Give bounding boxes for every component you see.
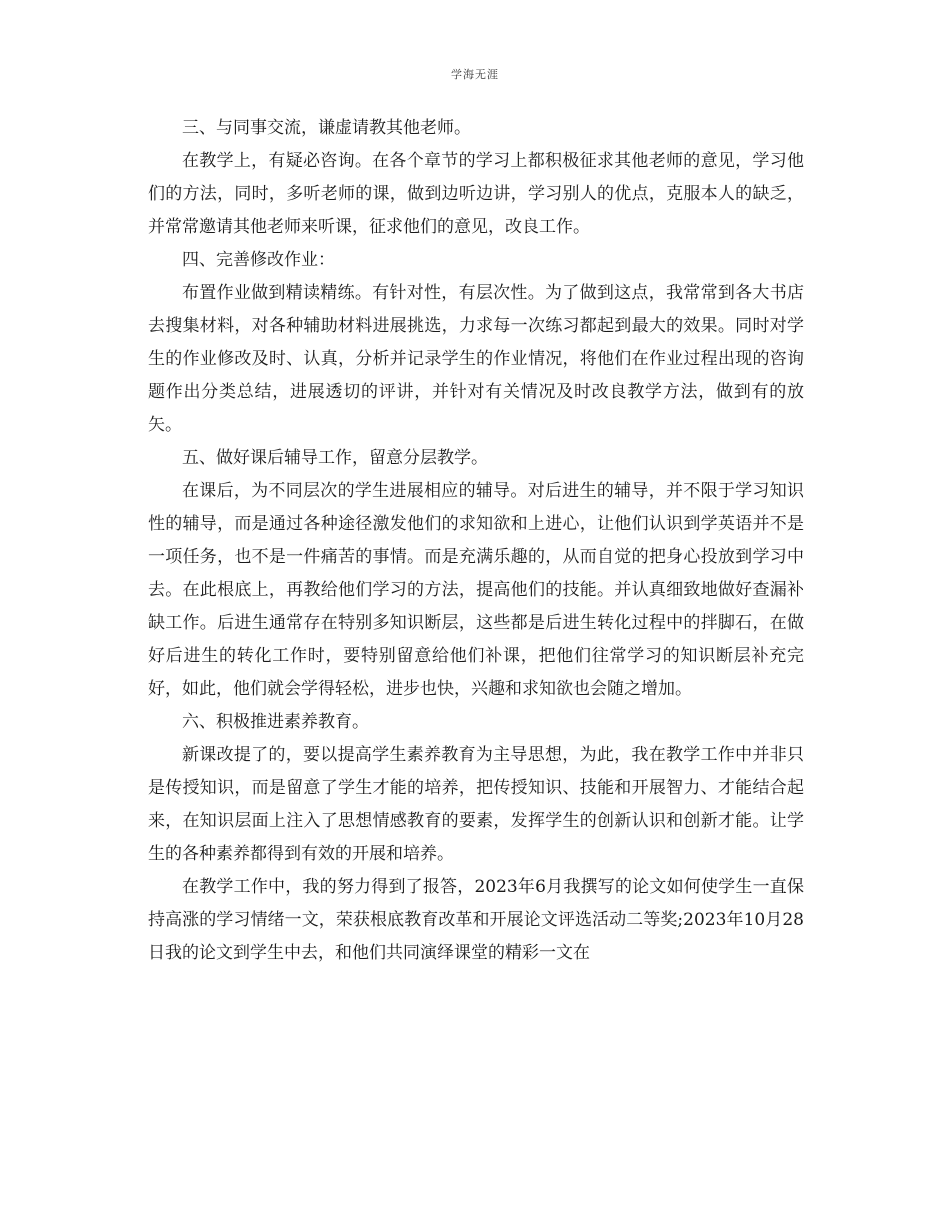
paragraph-quality-education: 新课改提了的，要以提高学生素养教育为主导思想，为此，我在教学工作中并非只是传授知识，而是留意了学生才能的培养，把传授知识、技能和开展智力、才能结合起来，在知识层面上注入了思想情感教育的要素，发挥学生的创新认识和创新才能。让学生的各种素养都得到有效的开展和培养。 (148, 745, 804, 864)
paragraph-teaching-consult: 在教学上，有疑必咨询。在各个章节的学习上都积极征求其他老师的意见，学习他们的方法，同时，多听老师的课，做到边听边讲，学习别人的优点，克服本人的缺乏，并常常邀请其他老师来听课，征求他们的意见，改良工作。 (148, 151, 804, 237)
document-body (148, 112, 804, 970)
heading-after-class-tutoring: 五、做好课后辅导工作，留意分层教学。 (182, 448, 488, 468)
heading-quality-education: 六、积极推进素养教育。 (182, 712, 369, 732)
paragraph-homework: 布置作业做到精读精练。有针对性，有层次性。为了做到这点，我常常到各大书店去搜集材料，对各种辅助材料进展挑选，力求每一次练习都起到最大的效果。同时对学生的作业修改及时、认真，分析并记录学生的作业情况，将他们在作业过程出现的咨询题作出分类总结，进展透切的评讲，并针对有关情况及时改良教学方法，做到有的放矢。 (148, 283, 804, 435)
heading-communicate-colleagues: 三、与同事交流，谦虚请教其他老师。 (182, 118, 471, 138)
page-header: 学海无涯 (451, 68, 499, 81)
paragraph-achievements: 在教学工作中，我的努力得到了报答，2023年6月我撰写的论文如何使学生一直保持高涨的学习情绪一文，荣获根底教育改革和开展论文评选活动二等奖;2023年10月28日我的论文到学生中去，和他们共同演绎课堂的精彩一文在 (148, 877, 804, 963)
paragraph-after-class-tutoring: 在课后，为不同层次的学生进展相应的辅导。对后进生的辅导，并不限于学习知识性的辅导，而是通过各种途径激发他们的求知欲和上进心，让他们认识到学英语并不是一项任务，也不是一件痛苦的事情。而是充满乐趣的，从而自觉的把身心投放到学习中去。在此根底上，再教给他们学习的方法，提高他们的技能。并认真细致地做好查漏补缺工作。后进生通常存在特别多知识断层，这些都是后进生转化过程中的拌脚石，在做好后进生的转化工作时，要特别留意给他们补课，把他们往常学习的知识断层补充完好，如此，他们就会学得轻松，进步也快，兴趣和求知欲也会随之增加。 (148, 481, 804, 699)
heading-homework: 四、完善修改作业： (182, 250, 335, 270)
